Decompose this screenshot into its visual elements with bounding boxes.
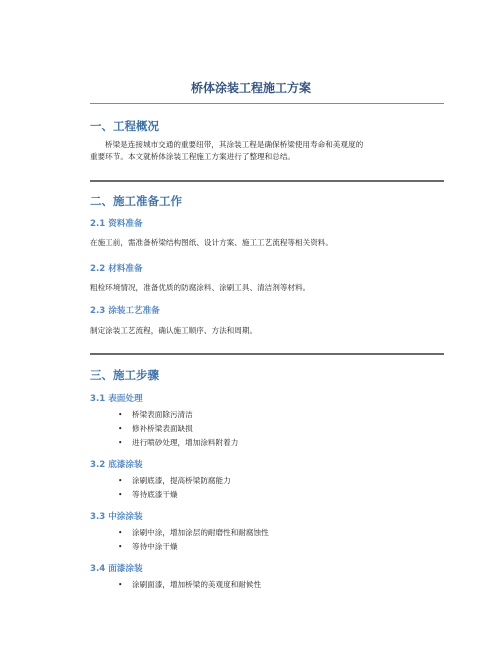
bullet-icon: • <box>118 580 123 589</box>
section-heading-steps: 三、施工步骤 <box>90 368 159 382</box>
subsection-heading-primer: 3.2 底漆涂装 <box>90 460 143 470</box>
bullet-icon: • <box>118 438 123 447</box>
subsection-heading-surface: 3.1 表面处理 <box>90 394 143 404</box>
subsection-heading-topcoat: 3.4 面漆涂装 <box>90 564 143 574</box>
subsection-text: 粗检环境情况，准备优质的防腐涂料、涂刷工具、清洁剂等材料。 <box>90 283 311 292</box>
list-item: • 桥梁表面除污清洁 <box>118 410 193 419</box>
title-divider <box>90 103 444 104</box>
subsection-heading-intermediate: 3.3 中涂涂装 <box>90 512 143 522</box>
list-item: • 等待底漆干燥 <box>118 490 178 499</box>
subsection-text: 在施工前，需准备桥梁结构图纸、设计方案、施工工艺流程等相关资料。 <box>90 238 333 247</box>
section-heading-preparation: 二、施工准备工作 <box>90 194 182 208</box>
subsection-heading-documents: 2.1 资料准备 <box>90 219 143 229</box>
overview-paragraph-line: 重要环节。本文就桥体涂装工程施工方案进行了整理和总结。 <box>90 152 296 161</box>
section-divider <box>90 180 444 182</box>
overview-paragraph-line: 桥梁是连接城市交通的重要纽带，其涂装工程是确保桥梁使用寿命和美观度的 <box>105 140 364 149</box>
section-divider <box>90 353 444 355</box>
list-item: • 等待中涂干燥 <box>118 542 178 551</box>
section-heading-overview: 一、工程概况 <box>90 119 159 133</box>
bullet-icon: • <box>118 490 123 499</box>
bullet-icon: • <box>118 528 123 537</box>
bullet-icon: • <box>118 424 123 433</box>
document-title: 桥体涂装工程施工方案 <box>190 81 311 95</box>
bullet-icon: • <box>118 410 123 419</box>
list-item: • 涂刷面漆，增加桥梁的美观度和耐候性 <box>118 580 262 589</box>
list-item: • 修补桥梁表面缺损 <box>118 424 193 433</box>
bullet-icon: • <box>118 476 123 485</box>
subsection-text: 制定涂装工艺流程，确认施工顺序、方法和周期。 <box>90 326 258 335</box>
bullet-icon: • <box>118 542 123 551</box>
subsection-heading-process: 2.3 涂装工艺准备 <box>90 306 160 316</box>
subsection-heading-materials: 2.2 材料准备 <box>90 264 143 274</box>
list-item: • 涂刷中涂，增加涂层的耐磨性和耐腐蚀性 <box>118 528 269 537</box>
overview-paragraph <box>90 139 446 163</box>
list-item: • 涂刷底漆，提高桥梁防腐能力 <box>118 476 231 485</box>
list-item: • 进行喷砂处理，增加涂料附着力 <box>118 438 239 447</box>
